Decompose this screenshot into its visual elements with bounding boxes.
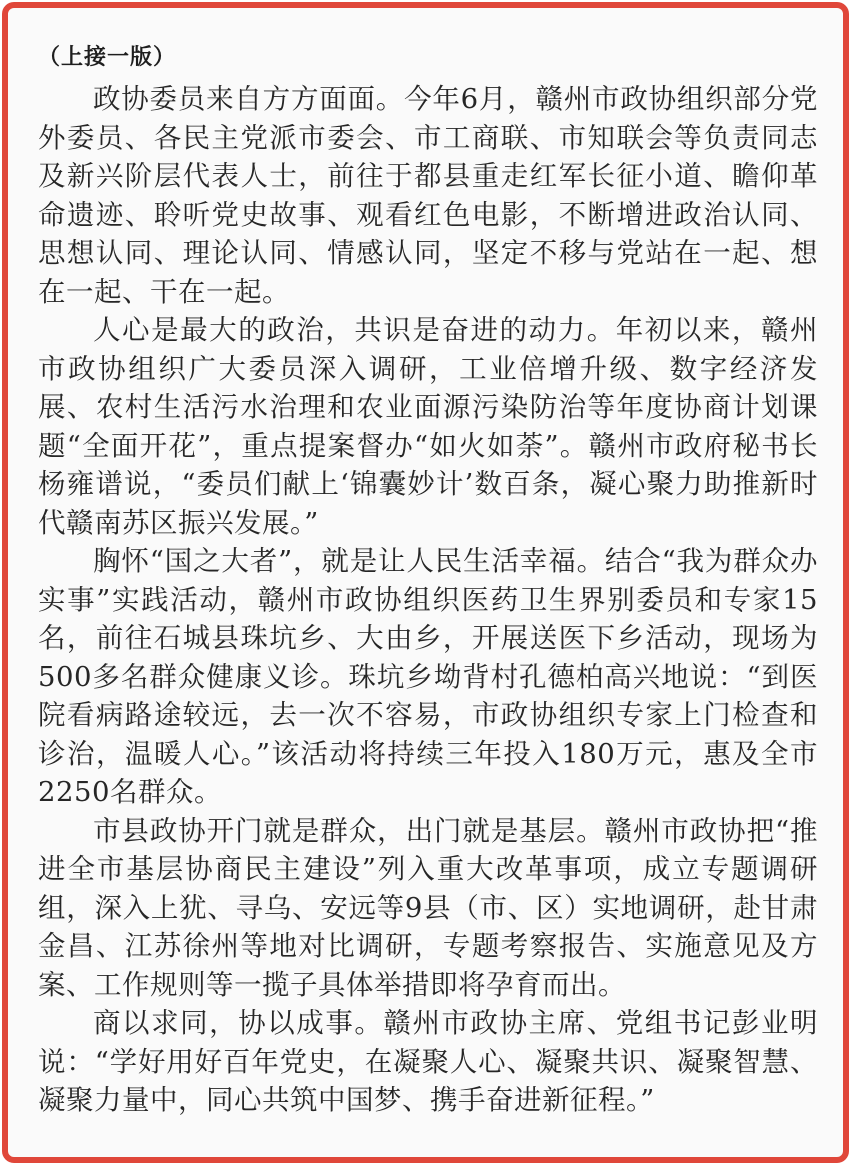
newspaper-clipping — [38, 38, 818, 1120]
paragraph-members: 政协委员来自方方面面。今年6月，赣州市政协组织部分党外委员、各民主党派市委会、市工商联、市知联会等负责同志及新兴阶层代表人士，前往于都县重走红军长征小道、瞻仰革命遗迹、聆听党史故事、观看红色电影，不断增进政治认同、思想认同、理论认同、情感认同，坚定不移与党站在一起、想在一起、干在一起。 — [38, 83, 818, 308]
paragraph-medical-service: 胸怀“国之大者”，就是让人民生活幸福。结合“我为群众办实事”实践活动，赣州市政协组织医药卫生界别委员和专家15名，前往石城县珠坑乡、大由乡，开展送医下乡活动，现场为500多名群众健康义诊。珠坑乡坳背村孔德柏高兴地说：“到医院看病路途较远，去一次不容易，市政协组织专家上门检查和诊治，温暖人心。”该活动将持续三年投入180万元，惠及全市2250名群众。 — [38, 545, 818, 808]
continuation-note: （上接一版） — [38, 44, 177, 70]
clipping-frame — [2, 2, 849, 1163]
paragraph-consensus: 人心是最大的政治，共识是奋进的动力。年初以来，赣州市政协组织广大委员深入调研，工业倍增升级、数字经济发展、农村生活污水治理和农业面源污染防治等年度协商计划课题“全面开花”，重点提案督办“如火如荼”。赣州市政府秘书长杨雍谱说，“委员们献上‘锦囊妙计’数百条，凝心聚力助推新时代赣南苏区振兴发展。” — [38, 314, 818, 539]
paragraph-chairman-quote: 商以求同，协以成事。赣州市政协主席、党组书记彭业明说：“学好用好百年党史，在凝聚人心、凝聚共识、凝聚智慧、凝聚力量中，同心共筑中国梦、携手奋进新征程。” — [38, 1007, 818, 1116]
paragraph-grassroots: 市县政协开门就是群众，出门就是基层。赣州市政协把“推进全市基层协商民主建设”列入重大改革事项，成立专题调研组，深入上犹、寻乌、安远等9县（市、区）实地调研，赴甘肃金昌、江苏徐州等地对比调研，专题考察报告、实施意见及方案、工作规则等一揽子具体举措即将孕育而出。 — [38, 814, 818, 1001]
